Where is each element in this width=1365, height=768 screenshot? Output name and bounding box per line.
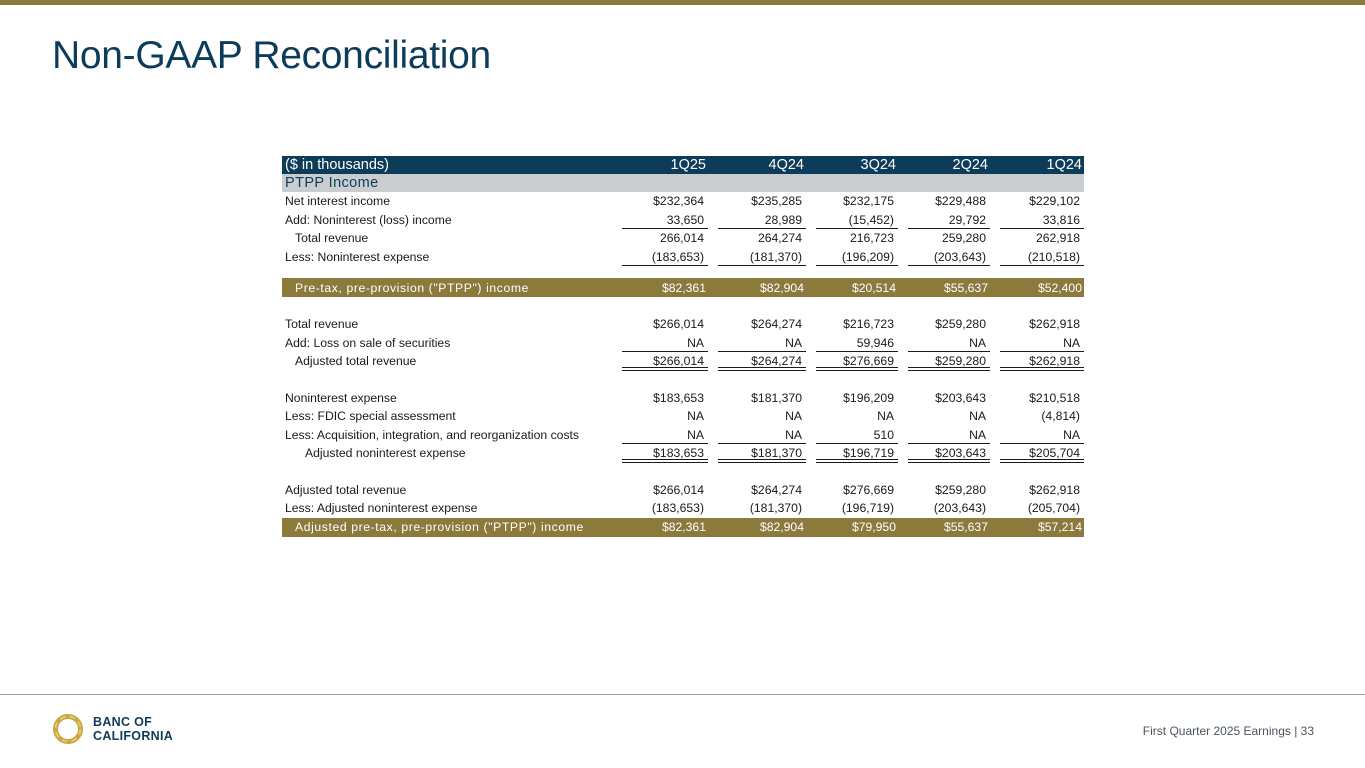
row-value: NA — [969, 409, 986, 424]
table-row-highlight — [282, 278, 1084, 297]
row-value: $262,918 — [1029, 317, 1080, 332]
row-value: $259,280 — [935, 482, 986, 497]
row-value: 29,792 — [898, 211, 990, 230]
row-value: $82,904 — [708, 278, 806, 297]
spacer-row — [282, 297, 1084, 315]
row-value: $79,950 — [806, 518, 898, 537]
row-value: $232,364 — [653, 194, 704, 209]
row-label: Noninterest expense — [285, 390, 397, 405]
banc-of-california-logo-icon — [52, 713, 84, 745]
table-row — [282, 334, 1084, 353]
row-value: $266,014 — [653, 482, 704, 497]
spacer-row — [282, 266, 1084, 278]
row-value: $181,370 — [708, 444, 806, 463]
row-value: 510 — [806, 426, 898, 445]
row-value: $276,669 — [806, 352, 898, 371]
row-value: NA — [687, 409, 704, 424]
row-value: $259,280 — [898, 352, 990, 371]
table-row — [282, 315, 1084, 334]
table-row — [282, 192, 1084, 211]
row-value: $264,274 — [751, 317, 802, 332]
brand-wordmark — [93, 715, 173, 743]
row-value: (203,643) — [933, 501, 986, 516]
table-row — [282, 407, 1084, 426]
row-value: (205,704) — [1027, 501, 1080, 516]
table-row — [282, 211, 1084, 230]
row-value: 59,946 — [806, 334, 898, 353]
row-value: $216,723 — [843, 317, 894, 332]
period-header: 2Q24 — [898, 156, 990, 174]
row-value: $183,653 — [612, 444, 708, 463]
row-value: NA — [785, 409, 802, 424]
row-value: NA — [612, 426, 708, 445]
row-value: $235,285 — [751, 194, 802, 209]
section-row — [282, 174, 1084, 192]
row-value: NA — [612, 334, 708, 353]
row-value: $52,400 — [990, 278, 1084, 297]
brand-line-2: CALIFORNIA — [93, 729, 174, 743]
row-value: $183,653 — [653, 390, 704, 405]
row-value: $266,014 — [653, 317, 704, 332]
row-label: Pre-tax, pre-provision ("PTPP") income — [282, 278, 612, 297]
table-row — [282, 426, 1084, 445]
row-value: 262,918 — [1035, 231, 1080, 246]
row-value: $203,643 — [898, 444, 990, 463]
row-value: NA — [708, 426, 806, 445]
brand-line-1: BANC OF — [93, 715, 153, 729]
page-title: Non-GAAP Reconciliation — [52, 34, 491, 77]
row-label: Adjusted pre-tax, pre-provision ("PTPP") income — [282, 518, 612, 537]
row-value: (196,209) — [806, 248, 898, 267]
row-value: $262,918 — [1029, 482, 1080, 497]
row-label: Less: Acquisition, integration, and reorganization costs — [285, 427, 580, 442]
row-label: Add: Loss on sale of securities — [285, 335, 451, 350]
row-value: $203,643 — [935, 390, 986, 405]
row-value: $20,514 — [806, 278, 898, 297]
units-label: ($ in thousands) — [282, 156, 612, 174]
row-value: $264,274 — [708, 352, 806, 371]
row-value: NA — [877, 409, 894, 424]
row-value: $229,488 — [935, 194, 986, 209]
table-row — [282, 444, 1084, 463]
row-value: $229,102 — [1029, 194, 1080, 209]
row-value: 259,280 — [941, 231, 986, 246]
row-value: (210,518) — [990, 248, 1084, 267]
row-label: Adjusted total revenue — [285, 482, 407, 497]
row-value: $82,904 — [708, 518, 806, 537]
row-value: $196,209 — [843, 390, 894, 405]
row-value: NA — [990, 334, 1084, 353]
row-value: (183,653) — [612, 248, 708, 267]
row-value: NA — [708, 334, 806, 353]
footer-caption: First Quarter 2025 Earnings | 33 — [1142, 724, 1314, 738]
top-accent-bar — [0, 0, 1365, 5]
row-value: $276,669 — [843, 482, 894, 497]
row-value: (15,452) — [806, 211, 898, 230]
row-value: 266,014 — [659, 231, 704, 246]
section-label: PTPP Income — [282, 174, 1084, 192]
row-label: Total revenue — [285, 317, 359, 332]
row-value: $232,175 — [843, 194, 894, 209]
row-label: Less: Adjusted noninterest expense — [285, 501, 478, 516]
row-value: $82,361 — [612, 518, 708, 537]
footer-divider — [0, 694, 1365, 695]
table-row — [282, 389, 1084, 408]
row-value: $57,214 — [990, 518, 1084, 537]
row-value: $210,518 — [1029, 390, 1080, 405]
row-value: $266,014 — [612, 352, 708, 371]
row-label: Total revenue — [295, 231, 369, 246]
spacer-row — [282, 463, 1084, 481]
table-header-row — [282, 156, 1084, 174]
row-label: Add: Noninterest (loss) income — [285, 212, 452, 227]
row-value: $196,719 — [806, 444, 898, 463]
row-value: 28,989 — [708, 211, 806, 230]
period-header: 1Q25 — [612, 156, 708, 174]
row-value: 33,816 — [990, 211, 1084, 230]
row-value: (203,643) — [898, 248, 990, 267]
period-header: 3Q24 — [806, 156, 898, 174]
row-value: 216,723 — [849, 231, 894, 246]
row-value: $205,704 — [990, 444, 1084, 463]
period-header: 1Q24 — [990, 156, 1084, 174]
row-value: $264,274 — [751, 482, 802, 497]
row-label: Less: Noninterest expense — [285, 249, 430, 264]
table-row — [282, 499, 1084, 518]
row-label: Adjusted total revenue — [295, 354, 417, 369]
row-value: (181,370) — [708, 248, 806, 267]
period-header: 4Q24 — [708, 156, 806, 174]
row-value: 33,650 — [612, 211, 708, 230]
table-row — [282, 229, 1084, 248]
table-row — [282, 248, 1084, 267]
row-value: (4,814) — [1041, 409, 1080, 424]
reconciliation-table — [282, 156, 1084, 537]
row-value: NA — [898, 426, 990, 445]
row-value: (183,653) — [651, 501, 704, 516]
row-label: Less: FDIC special assessment — [285, 409, 456, 424]
row-value: 264,274 — [757, 231, 802, 246]
table-row-highlight — [282, 518, 1084, 537]
row-value: $55,637 — [898, 518, 990, 537]
row-value: NA — [898, 334, 990, 353]
row-value: (196,719) — [841, 501, 894, 516]
spacer-row — [282, 371, 1084, 389]
row-value: $55,637 — [898, 278, 990, 297]
row-label: Net interest income — [285, 194, 390, 209]
table-row — [282, 481, 1084, 500]
row-value: $181,370 — [751, 390, 802, 405]
row-label: Adjusted noninterest expense — [305, 446, 466, 461]
table-row — [282, 352, 1084, 371]
row-value: $259,280 — [935, 317, 986, 332]
row-value: $262,918 — [990, 352, 1084, 371]
row-value: NA — [990, 426, 1084, 445]
row-value: $82,361 — [612, 278, 708, 297]
row-value: (181,370) — [749, 501, 802, 516]
